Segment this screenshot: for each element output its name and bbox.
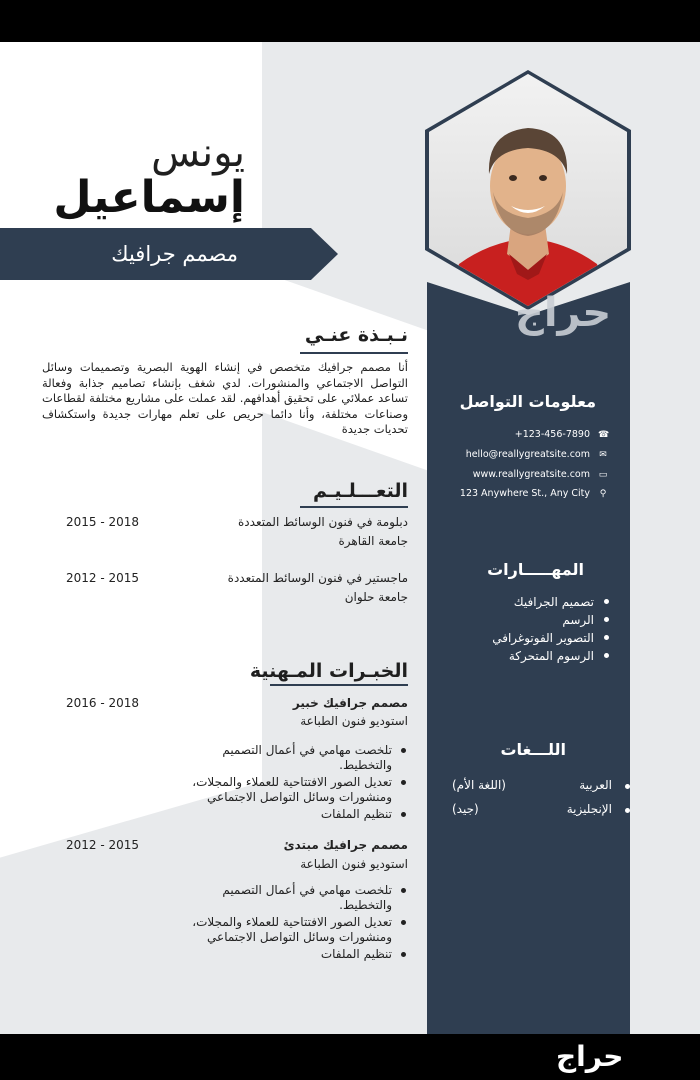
list-item: الرسوم المتحركة	[452, 647, 612, 665]
street-address: 123 Anywhere St., Any City	[459, 488, 590, 499]
contact-phone	[515, 429, 608, 440]
last-name: إسماعيل	[53, 172, 245, 223]
location-pin-icon: ⚲	[599, 488, 607, 499]
phone-icon: ☎	[598, 429, 610, 440]
footer-logo: حراج	[556, 1040, 624, 1073]
watermark-logo: حراج	[515, 290, 612, 336]
language-name: العربية	[579, 778, 612, 792]
language-name: الإنجليزية	[566, 802, 612, 816]
envelope-icon: ✉	[599, 449, 607, 460]
about-divider	[300, 352, 408, 354]
job-title: مصمم جرافيك	[111, 242, 238, 266]
list-item: تلخصت مهامي في أعمال التصميم والتخطيط.	[178, 883, 408, 913]
list-item: تعديل الصور الافتتاحية للعملاء والمجلات، ومنشورات وسائل التواصل الاجتماعي	[178, 915, 408, 945]
experience-years: 2016 - 2018	[66, 696, 140, 710]
list-item: التصوير الفوتوغرافي	[452, 629, 612, 647]
education-degree: ماجستير في فنون الوسائط المتعددة	[227, 571, 408, 585]
resume-page	[0, 42, 700, 1034]
profile-photo-frame	[425, 70, 631, 310]
about-heading: نـبـذة عنـي	[304, 324, 408, 346]
list-item: تنظيم الملفات	[178, 947, 408, 962]
education-divider	[300, 506, 408, 508]
list-item: تلخصت مهامي في أعمال التصميم والتخطيط.	[178, 743, 408, 773]
language-row	[452, 802, 612, 816]
experience-company: استوديو فنون الطباعة	[300, 857, 408, 871]
skills-list	[452, 593, 612, 665]
education-degree: دبلومة في فنون الوسائط المتعددة	[238, 515, 408, 529]
experience-years: 2012 - 2015	[66, 838, 140, 852]
experience-heading: الخبـرات المـهنية	[249, 660, 408, 682]
list-item: تصميم الجرافيك	[452, 593, 612, 611]
person-portrait-icon	[429, 74, 627, 306]
language-level: (اللغة الأم)	[452, 778, 506, 792]
experience-company: استوديو فنون الطباعة	[300, 714, 408, 728]
profile-photo	[429, 74, 627, 306]
language-row	[452, 778, 612, 792]
experience-role: مصمم جرافيك مبتدئ	[283, 838, 408, 852]
sidebar-column	[427, 342, 630, 1034]
contact-email	[466, 449, 608, 460]
first-name: يونس	[151, 130, 245, 176]
list-item: الرسم	[452, 611, 612, 629]
languages-heading: اللـــغات	[500, 740, 566, 759]
experience-bullets	[178, 883, 408, 964]
education-heading: التعـــلـيـم	[312, 480, 408, 502]
experience-bullets	[178, 743, 408, 824]
education-school: جامعة القاهرة	[338, 534, 408, 548]
education-years: 2012 - 2015	[66, 571, 140, 585]
website-url: www.reallygreatsite.com	[472, 469, 590, 480]
language-level: (جيد)	[452, 802, 479, 816]
skills-heading: المهـــــارات	[487, 560, 584, 579]
contact-address	[460, 488, 608, 499]
education-years: 2015 - 2018	[66, 515, 140, 529]
experience-divider	[270, 684, 408, 686]
about-text: أنا مصمم جرافيك متخصص في إنشاء الهوية البصرية وتصميمات وسائل التواصل الاجتماعي والمنشورات. لدي شغف بإنشاء تصاميم جذابة وفعالة تساعد عملائي على تحقيق أهدافهم. لقد عملت على مشاريع مختلفة لقطاعات وصناعات مختلفة، وأنا دائما حريص على تعلم مهارات جديدة واستكشاف تحديات جديدة	[42, 360, 408, 436]
list-item: تنظيم الملفات	[178, 807, 408, 822]
contact-website	[473, 469, 608, 480]
contact-heading: معلومات التواصل	[459, 392, 596, 411]
phone-number: +123-456-7890	[514, 429, 590, 440]
experience-role: مصمم جرافيك خبير	[292, 696, 408, 710]
education-school: جامعة حلوان	[344, 590, 408, 604]
list-item: تعديل الصور الافتتاحية للعملاء والمجلات، ومنشورات وسائل التواصل الاجتماعي	[178, 775, 408, 805]
email-address: hello@reallygreatsite.com	[465, 449, 590, 460]
monitor-icon: ▭	[598, 469, 608, 480]
